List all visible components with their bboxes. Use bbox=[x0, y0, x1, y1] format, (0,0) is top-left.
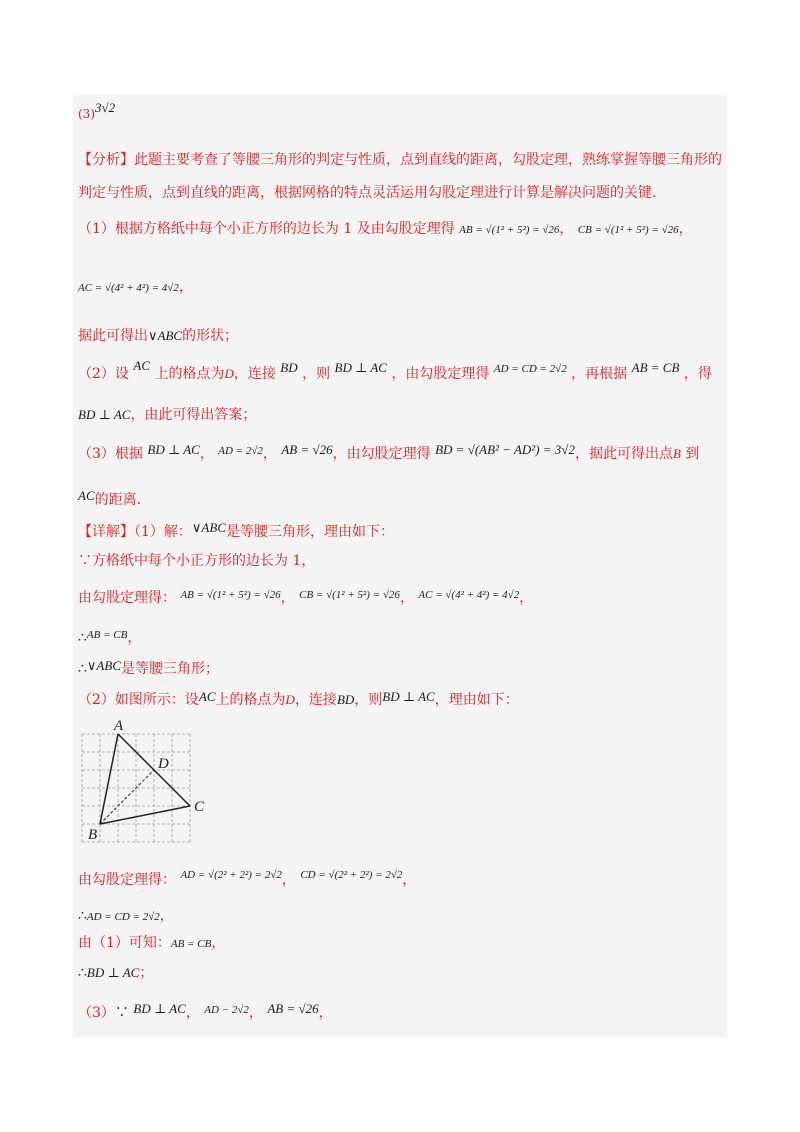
formula-ab: AB = √(1² + 5²) = √26 bbox=[459, 224, 560, 236]
triangle-abc: ∨ABC bbox=[86, 658, 121, 673]
perpendicular: BD ⊥ AC bbox=[86, 965, 140, 980]
therefore-symbol: ∴ bbox=[78, 630, 87, 646]
step-text: ，得 bbox=[683, 366, 712, 382]
analysis-line-2 bbox=[78, 183, 656, 203]
comma: ， bbox=[318, 1005, 333, 1021]
formula-bd: BD = √(AB² − AD²) = 3√2 bbox=[435, 442, 575, 457]
formula-ad: AD = 2√2 bbox=[218, 445, 263, 457]
step-text: 由（1）可知： bbox=[78, 935, 171, 951]
step-text: 上的格点为 bbox=[215, 692, 286, 708]
analysis-step-1-ac bbox=[78, 277, 193, 298]
step-text: ，连接 bbox=[294, 692, 337, 708]
triangle-figure bbox=[78, 716, 208, 844]
step-text: （3） bbox=[78, 1005, 115, 1021]
side-bc bbox=[100, 806, 190, 824]
perpendicular: BD ⊥ AC bbox=[78, 407, 131, 422]
comma: ， bbox=[559, 221, 574, 237]
step-text: ，则 bbox=[302, 366, 331, 382]
grid-triangle-diagram bbox=[78, 716, 208, 844]
perpendicular: BD ⊥ AC bbox=[334, 360, 387, 375]
solution-1-given bbox=[78, 551, 315, 571]
analysis-step-3 bbox=[78, 444, 699, 465]
comma: ， bbox=[248, 1005, 263, 1021]
solution-1-formulas bbox=[78, 588, 533, 609]
solution-2-header bbox=[78, 690, 519, 710]
perpendicular: BD ⊥ AC bbox=[147, 442, 200, 457]
analysis-text-2: 判定与性质，点到直线的距离，根据网格的特点灵活运用勾股定理进行计算是解决问题的关键. bbox=[78, 185, 657, 201]
label-c: C bbox=[194, 799, 205, 815]
therefore-symbol: ∴ bbox=[78, 908, 87, 924]
formula-ab-cb: AB = CB bbox=[170, 938, 212, 950]
formula-ad-cd: AD = CD = 2√2 bbox=[493, 363, 567, 375]
step-text: ，则 bbox=[354, 692, 383, 708]
label-d: D bbox=[158, 756, 169, 772]
segment-bd: BD bbox=[280, 360, 298, 375]
comma: ， bbox=[185, 1005, 200, 1021]
triangle-abc: ∨ABC bbox=[148, 328, 183, 343]
analysis-step-2-end bbox=[78, 405, 256, 425]
formula-ad-cd: AD = CD = 2√2 bbox=[86, 911, 160, 923]
formula-cb: CB = √(1² + 5²) = √26 bbox=[577, 224, 679, 236]
formula-ab: AB = √(1² + 5²) = √26 bbox=[180, 589, 281, 601]
perpendicular: BD ⊥ AC bbox=[382, 689, 435, 704]
because-symbol: ∵ bbox=[114, 1005, 129, 1021]
step-text: 由勾股定理得： bbox=[78, 590, 176, 606]
segment-bd-dashed bbox=[100, 770, 154, 824]
comma: ， bbox=[178, 279, 193, 295]
solution-2-conclusion-b bbox=[78, 963, 153, 983]
side-ab bbox=[100, 734, 118, 824]
analysis-step-1-end bbox=[78, 326, 238, 346]
semicolon: ； bbox=[139, 965, 154, 981]
formula-ab: AB = √26 bbox=[281, 442, 333, 457]
step-text: ，由勾股定理得 bbox=[391, 366, 490, 382]
formula-ac: AC = √(4² + 4²) = 4√2 bbox=[418, 589, 520, 601]
solution-2-formulas bbox=[78, 870, 416, 891]
step-text: ，由此可得出答案； bbox=[130, 407, 257, 423]
analysis-line-1 bbox=[78, 150, 722, 170]
formula-ad: AD = √(2² + 2²) = 2√2 bbox=[180, 869, 282, 881]
formula-ad: AD − 2√2 bbox=[204, 1004, 249, 1016]
analysis-step-3-end bbox=[78, 490, 141, 510]
perpendicular: BD ⊥ AC bbox=[133, 1001, 186, 1016]
segment-ac: AC bbox=[78, 488, 95, 503]
formula-cd: CD = √(2² + 2²) = 2√2 bbox=[300, 869, 403, 881]
answer-3-line bbox=[78, 98, 116, 121]
label-a: A bbox=[114, 718, 124, 734]
comma: ， bbox=[399, 590, 414, 606]
comma: ， bbox=[678, 221, 693, 237]
answer-value: 3√2 bbox=[95, 100, 116, 115]
step-text: 是等腰三角形，理由如下： bbox=[226, 524, 394, 540]
point-d: D bbox=[224, 366, 234, 381]
step-text: （2）设 bbox=[78, 366, 129, 382]
step-text: ，再根据 bbox=[571, 366, 628, 382]
step-text: 据此可得出 bbox=[78, 328, 148, 344]
analysis-step-2 bbox=[78, 358, 712, 385]
analysis-step-1 bbox=[78, 219, 693, 240]
point-d: D bbox=[285, 692, 295, 707]
solution-2-reference bbox=[78, 933, 225, 954]
step-text: 上的格点为 bbox=[154, 366, 225, 382]
point-b: B bbox=[672, 446, 681, 461]
formula-ac: AC = √(4² + 4²) = 4√2 bbox=[78, 282, 179, 294]
comma: ， bbox=[280, 590, 295, 606]
solution-2-conclusion-a bbox=[78, 906, 174, 927]
segment-ac: AC bbox=[198, 689, 216, 704]
step-text: 是等腰三角形； bbox=[121, 661, 219, 677]
comma: ， bbox=[159, 908, 174, 924]
solution-1-conclusion-b bbox=[78, 659, 219, 679]
step-text: 的距离. bbox=[94, 492, 142, 508]
therefore-symbol: ∴ bbox=[78, 661, 87, 677]
step-text: ∵方格纸中每个小正方形的边长为 1， bbox=[78, 553, 316, 569]
solution-1-header bbox=[78, 522, 394, 542]
step-text: 由勾股定理得： bbox=[78, 872, 176, 888]
label-b: B bbox=[88, 827, 98, 843]
solution-1-conclusion-a bbox=[78, 628, 141, 649]
comma: ， bbox=[127, 630, 142, 646]
step-text: （3）根据 bbox=[78, 446, 143, 462]
analysis-text-1: 【分析】此题主要考查了等腰三角形的判定与性质，点到直线的距离，勾股定理，熟练掌握等腰三角形的 bbox=[78, 152, 722, 168]
step-text: ，据此可得出点 bbox=[574, 446, 673, 462]
triangle-abc: ∨ABC bbox=[191, 520, 226, 535]
therefore-symbol: ∴ bbox=[78, 965, 87, 981]
step-text: 的形状； bbox=[182, 328, 239, 344]
step-text: ，连接 bbox=[233, 366, 276, 382]
step-text: ，由勾股定理得 bbox=[332, 446, 431, 462]
formula-cb: CB = √(1² + 5²) = √26 bbox=[299, 589, 400, 601]
step-text: （2）如图所示：设 bbox=[78, 692, 199, 708]
solution-3-header bbox=[78, 1003, 333, 1024]
comma: ， bbox=[281, 872, 296, 888]
comma: ， bbox=[199, 446, 214, 462]
segment-bd: BD bbox=[336, 692, 355, 707]
comma: ， bbox=[519, 590, 534, 606]
comma: ， bbox=[262, 446, 277, 462]
segment-ac: AC bbox=[133, 358, 150, 373]
formula-ab: AB = √26 bbox=[267, 1001, 319, 1016]
formula-ab-cb: AB = CB bbox=[631, 360, 680, 375]
comma: ， bbox=[402, 872, 417, 888]
step-text: 到 bbox=[685, 446, 700, 462]
step-text: ，理由如下： bbox=[434, 692, 519, 708]
part-number: (3) bbox=[78, 107, 95, 121]
step-text: 【详解】（1）解： bbox=[78, 524, 192, 540]
step-text: （1）根据方格纸中每个小正方形的边长为 1 及由勾股定理得 bbox=[78, 221, 455, 237]
comma: ， bbox=[211, 935, 226, 951]
formula-ab-cb: AB = CB bbox=[86, 629, 128, 641]
